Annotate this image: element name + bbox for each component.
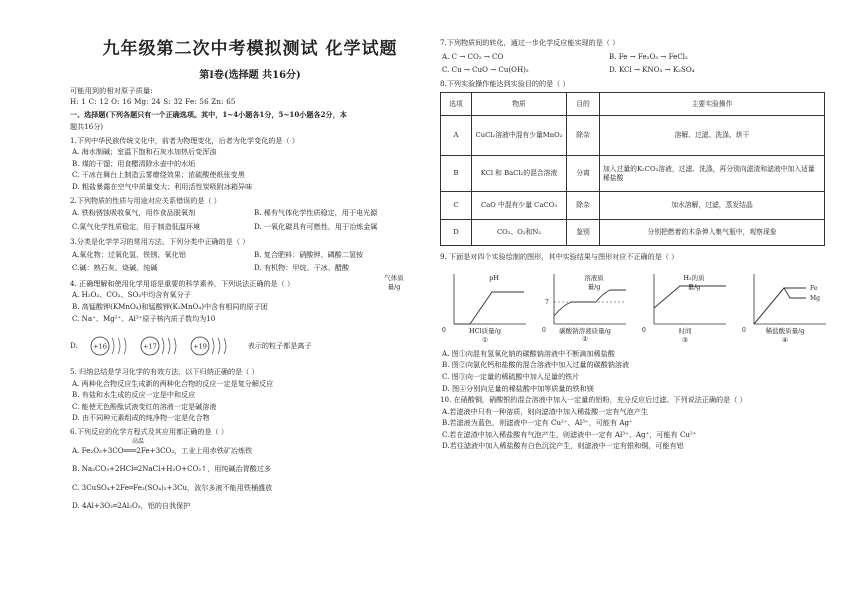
option-row [440,50,840,64]
table-row [441,156,825,192]
table-row [441,116,825,156]
atom-diagram-2 [141,337,176,355]
table-cell: 分别把燃着的木条伸入集气瓶中，观察现象 [600,220,825,246]
option-a[interactable]: A. Fe₂O₃+3CO═══2Fe+3CO₂，工业上用赤铁矿冶炼铁 [72,445,253,455]
option-b[interactable]: B. 煤的干馏；用食醋清除水壶中的水垢 [72,158,196,168]
origin-label: 0 [542,326,546,334]
table-row [441,192,825,220]
header-operation: 主要实验操作 [600,93,825,116]
option-a[interactable]: A. 铁粉锈蚀吸收氧气，用作食品脱氧剂 [72,208,196,218]
left-column [70,0,430,513]
table-cell: A [441,116,472,156]
option-a[interactable]: A. 海水制碱；室温下饱和石灰水加热后变浑浊 [72,147,217,157]
ph-7-tick: 7 [545,298,549,306]
option-a[interactable]: A. H₂O₂、CO₂、SO₂中均含有氧分子 [72,290,191,300]
option-row [440,63,840,77]
question-stem: 9. 下面是对四个实验绘制的图形，其中实验结果与图形对应不正确的是（ ） [440,252,679,262]
question-stem: 7.下列物质间的转化，通过一步化学反应能实现的是（ ） [440,38,620,47]
option-row [70,261,430,275]
option-b[interactable]: B. 高锰酸钾(KMnO₄)和锰酸钾(K₂MnO₄)中含有相同的原子团 [72,302,268,311]
header-substance: 物质 [472,93,567,116]
graph-1-ylabel: 气体质量/g [384,273,404,291]
experiment-table [440,92,825,246]
table-cell: 加入过量的K₂CO₃溶液，过滤、洗涤，再分别向滤渣和滤液中加入适量稀盐酸 [600,156,825,192]
graph-1-curve [454,292,524,324]
option-c[interactable]: C. 干冰在舞台上制造云雾缭绕效果；浓硫酸使纸张变黑 [72,170,245,180]
option-c[interactable]: C. Cu → CuO → Cu(OH)₂ [442,65,529,75]
option-d-label: D. [70,341,78,351]
option-row [70,220,430,234]
section-heading: 一、选择题(下列各题只有一个正确选项。其中，1~4小题各1分，5~10小题各2分，本 [70,109,347,119]
option-b[interactable]: B. 稀有气体化学性质稳定，用于电光源 [254,208,378,218]
question-4 [70,279,430,357]
origin-label: 0 [742,326,746,334]
table-cell: 分离 [567,156,600,192]
question-10 [440,395,840,451]
nucleus-charge-3: +19 [192,342,207,351]
question-stem: 8.下列实验操作能达到实验目的的是（ ） [440,78,570,88]
question-3 [70,237,430,275]
atom-diagram-3 [191,337,226,355]
option-d[interactable]: D. 有机物：甲烷、干冰、醋酸 [254,263,350,273]
graph-4-xlabel: 稀盐酸质量/g [765,327,805,336]
table-cell: CaO 中混有少量 CaCO₃ [472,192,567,220]
graph-2-xlabel: 碳酸钠溶液质量/g [559,326,611,335]
question-stem: 10. 在硝酸铜，硝酸银的混合溶液中加入一定量的铝粉，充分反应后过滤。下列说法正确的是（ ） [440,395,747,405]
option-a[interactable]: A. C → CO₂ → CO [442,51,504,61]
question-5 [70,367,430,423]
table-header-row [441,93,825,116]
table-cell: 加水溶解，过滤，蒸发结晶 [600,192,825,220]
option-a[interactable]: A. 图①向混有氢氧化钠的碳酸钠溶液中不断滴加稀盐酸 [442,348,615,358]
table-cell: 溶解、过滤、洗涤、烘干 [600,116,825,156]
graph-1-xlabel: HCl质量/g [468,327,502,336]
option-row [70,248,430,262]
table-cell: 鉴别 [567,220,600,246]
table-cell: B [441,156,472,192]
graph-3-ylabel: 溶液质量/g [584,273,604,291]
graph-2-ylabel: pH [489,273,499,282]
table-cell: 除杂 [567,116,600,156]
option-a[interactable]: A.若滤液中只有一种溶质，则向滤渣中加入稀盐酸一定有气泡产生 [442,406,649,416]
atomic-mass-intro: 可能用到的相对原子质量: [70,86,153,96]
question-8 [440,79,840,247]
question-stem: 1.下列中华民族传统文化中，前者为物理变化，后者为化学变化的是（ ） [70,135,299,145]
atom-structure-diagrams [88,335,238,357]
option-a[interactable]: A.氧化物：过氧化氢、铁锈、氧化铝 [72,249,186,259]
option-b[interactable]: B.若滤液为蓝色，则滤液中一定有 Cu²⁺、Al³⁺，可能有 Ag⁺ [442,418,633,428]
option-d[interactable]: D. 4Al+3O₂═2Al₂O₃，铝的自我保护 [72,501,191,511]
option-d[interactable]: D. KCl → KNO₃ → K₂SO₄ [609,65,695,75]
question-stem: 5. 归纳总结是学习化学的有效方法，以下归纳正确的是（ ） [70,367,259,377]
graph-4-curve-mg [754,288,806,324]
graph-4-num: ④ [782,336,788,345]
option-b[interactable]: B. 图②向氯化钙和盐酸的混合溶液中加入过量的碳酸钠溶液 [442,360,630,370]
graph-row [384,268,840,345]
option-d[interactable]: D. 一氧化碳具有可燃性，用于冶炼金属 [254,221,378,231]
option-b[interactable]: B. 复合肥料：硝酸钾、磷酸二氢铵 [254,249,364,259]
nucleus-charge-2: +17 [142,342,157,351]
question-1 [70,136,430,192]
table-cell: C [441,192,472,220]
question-stem: 4. 正确理解和使用化学用语是重要的科学素养，下列说法正确的是（ ） [70,278,295,288]
option-c[interactable]: C. 图③向一定量的稀硫酸中加入足量的铁片 [442,372,580,381]
header-purpose: 目的 [567,93,600,116]
option-d[interactable]: D.若往滤液中加入稀盐酸有白色沉淀产生，则滤液中一定有银和铜，可能有铝 [442,441,684,451]
table-cell: CO₂、O₂和N₂ [472,220,567,246]
option-d[interactable]: D. 由不同种元素组成的纯净物一定是化合物 [72,413,210,423]
option-c[interactable]: C.若在滤渣中加入稀盐酸有气泡产生，则滤液中一定有 Al³⁺、Ag⁺，可能有 Cu²⁺ [442,429,697,439]
option-c[interactable]: C.碱：熟石灰、烧碱、纯碱 [72,263,158,273]
origin-label: 0 [442,326,446,334]
reaction-condition: 高温 [132,437,145,445]
option-d-text: 表示的粒子都是离子 [247,341,312,351]
question-7 [440,38,840,77]
graph-2-num: ② [582,335,588,344]
option-row [70,206,430,220]
table-cell: KCl 和 BaCl₂的混合溶液 [472,156,567,192]
question-2 [70,196,430,234]
option-a[interactable]: A. 两种化合物反应生成新的两种化合物的反应一定是复分解反应 [72,378,274,388]
table-cell: D [441,220,472,246]
origin-label: 0 [642,326,646,334]
option-b[interactable]: B. Fe → Fe₂O₃ → FeCl₂ [609,51,688,61]
option-c[interactable]: C. 3CuSO₄+2Fe═Fe₂(SO₄)₃+3Cu，波尔多液不能用铁桶盛放 [72,482,273,492]
graph-3-num: ③ [682,336,688,345]
graph-3-xlabel: 时间 [678,327,692,336]
right-column [384,36,840,453]
mg-label: Mg [810,294,820,302]
nucleus-charge-1: +16 [92,342,107,351]
question-stem: 3.分类是化学学习的常用方法。下列分类中正确的是（ ） [70,237,250,247]
option-d[interactable] [70,335,430,357]
option-b[interactable]: B. 有盐和水生成的反应一定是中和反应 [72,390,196,400]
exam-title: 九年级第二次中考模拟测试 化学试题 [102,39,398,59]
table-cell: CuCl₂溶液中混有少量MnO₂ [472,116,567,156]
option-c[interactable]: C. 能使无色酚酞试液变红的溶液一定是碱溶液 [72,401,217,411]
atomic-mass-values: H: 1 C: 12 O: 16 Mg: 24 S: 32 Fe: 56 Zn: 65 [70,97,236,106]
fe-label: Fe [810,284,818,292]
atom-diagram-1 [91,337,126,355]
graph-2-curve [554,290,626,316]
exam-subtitle: 第Ⅰ卷(选择题 共16分) [199,69,301,81]
option-c[interactable]: C. Na⁺、Mg²⁺、Al³⁺原子核内质子数均为10 [72,313,216,323]
section-heading-cont: 题共16分) [70,122,104,132]
header-option: 选项 [441,93,472,116]
option-b[interactable]: B. Na₂CO₃+2HCl═2NaCl+H₂O+CO₂↑，用纯碱治胃酸过多 [72,464,271,474]
graph-1-num: ① [482,336,488,345]
table-cell: 除杂 [567,192,600,220]
option-d[interactable]: D. 粗盐暴露在空气中质量变大；利用活性炭吸附冰箱异味 [72,181,253,191]
question-6 [70,427,430,511]
graph-4-plot [740,268,830,336]
table-row [441,220,825,246]
question-stem: 6.下列反应的化学方程式及其应用都正确的是（ ） [70,426,228,436]
question-9 [384,252,840,393]
option-d[interactable]: D. 图④分别向足量的稀盐酸中加等质量的铁和镁 [442,383,594,393]
question-stem: 2.下列物质的性质与用途对应关系错误的是（ ） [70,195,221,205]
option-c[interactable]: C.氮气化学性质稳定，用于制造低温环境 [72,221,201,231]
graph-4-ylabel: H₂的质量/g [683,273,705,291]
